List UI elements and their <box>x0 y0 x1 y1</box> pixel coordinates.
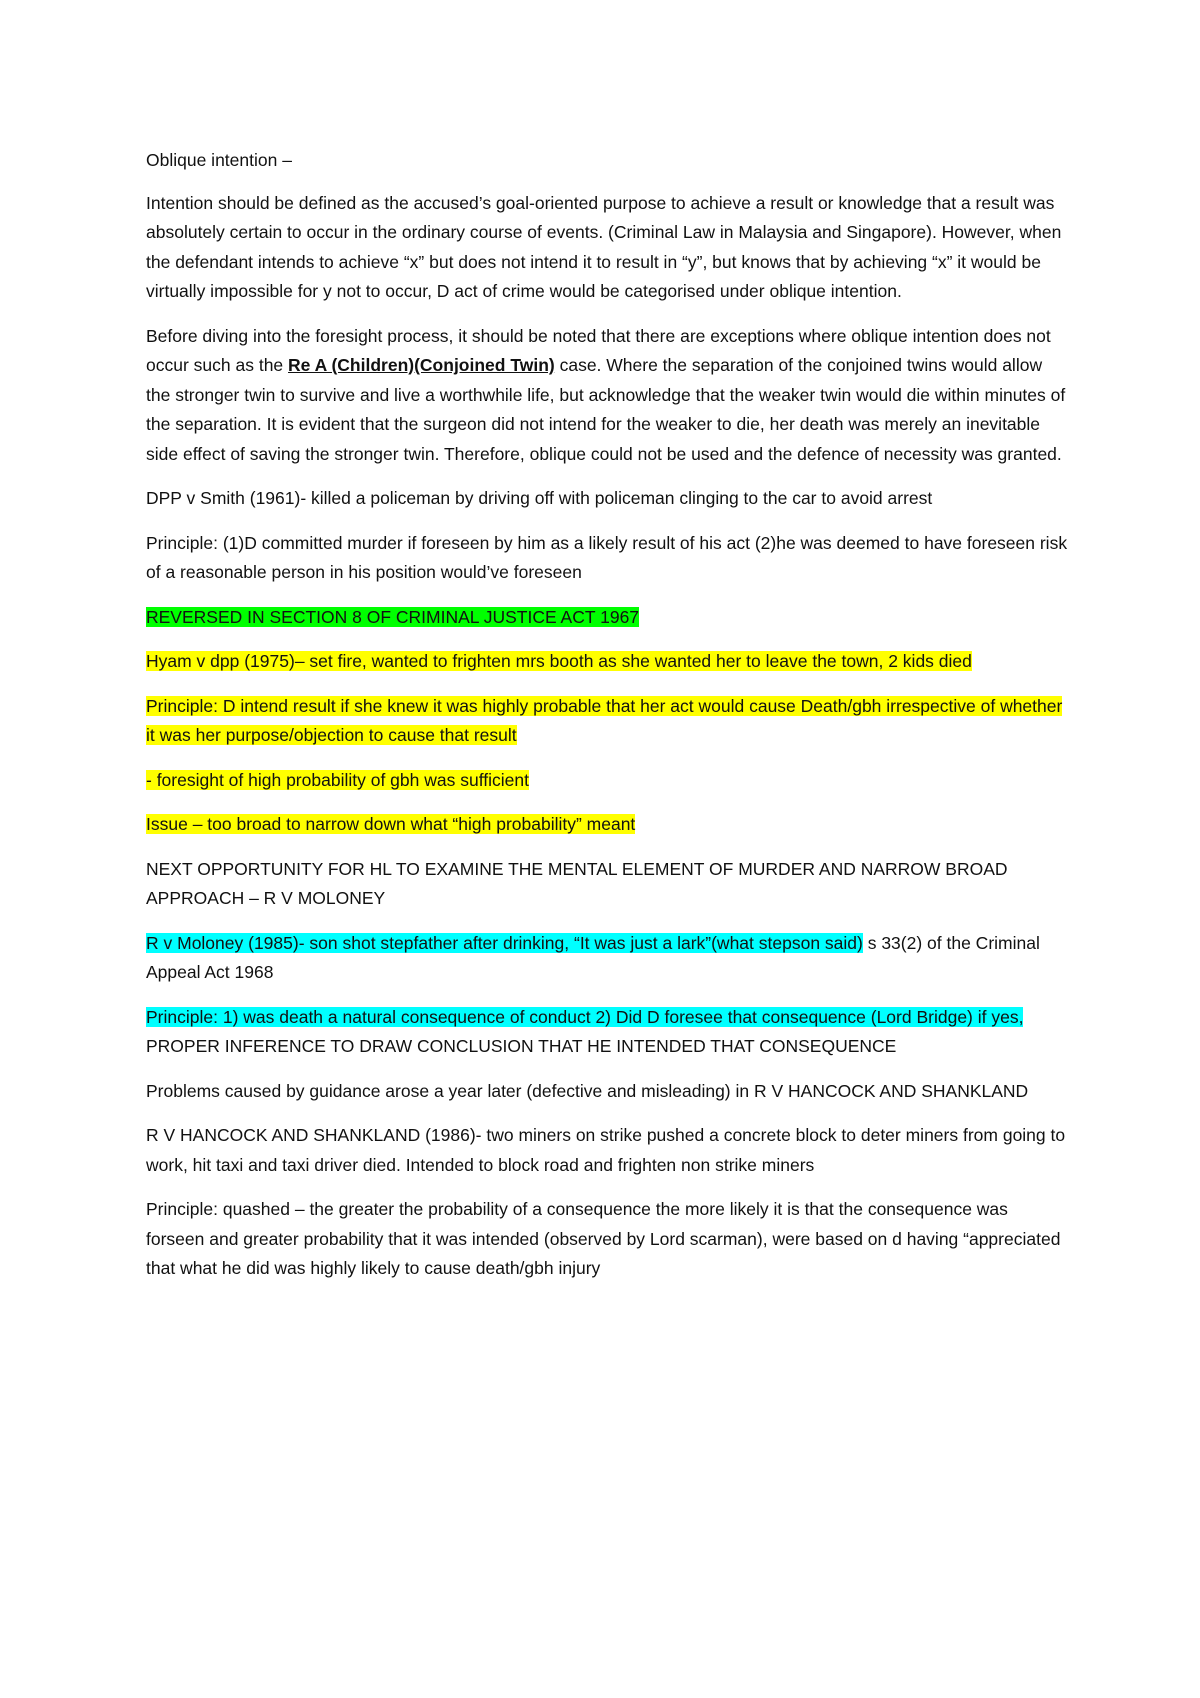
heading-oblique-intention: Oblique intention – <box>146 150 292 170</box>
case-reference-re-a: Re A (Children)(Conjoined Twin) <box>288 355 555 375</box>
paragraph-hancock-principle: Principle: quashed – the greater the probability of a consequence the more likely it is that the consequence was forseen and greater probability that it was intended (observed by Lord scarman), were based on d having “appreciated that what he did was highly likely to cause death/gbh injury <box>146 1199 1061 1278</box>
highlight-cyan-principle: Principle: 1) was death a natural consequence of conduct 2) Did D foresee that consequence (Lord Bridge) if yes, <box>146 1006 1024 1027</box>
paragraph-problems: Problems caused by guidance arose a year later (defective and misleading) in R V HANCOCK AND SHANKLAND <box>146 1080 1029 1101</box>
paragraph-hancock: R V HANCOCK AND SHANKLAND (1986)- two miners on strike pushed a concrete block to deter miners from going to work, hit taxi and taxi driver died. Intended to block road and frighten non strike miners <box>146 1125 1066 1175</box>
highlight-yellow-foresight: - foresight of high probability of gbh was sufficient <box>146 769 529 790</box>
paragraph-exceptions <box>146 322 1070 470</box>
paragraph-next-opportunity: NEXT OPPORTUNITY FOR HL TO EXAMINE THE MENTAL ELEMENT OF MURDER AND NARROW BROAD APPROACH – R V MOLONEY <box>146 858 1008 908</box>
paragraph-hyam <box>146 647 1070 677</box>
paragraph-definition: Intention should be defined as the accused’s goal-oriented purpose to achieve a result or knowledge that a result was absolutely certain to occur in the ordinary course of events. (Criminal Law in Malaysia and Singapore). However, when the defendant intends to achieve “x” but does not intend it to result in “y”, but knows that by achieving “x” it would be virtually impossible for y not to occur, D act of crime would be categorised under oblique intention. <box>146 192 1062 301</box>
paragraph-smith-principle: Principle: (1)D committed murder if foreseen by him as a likely result of his act (2)he was deemed to have foreseen risk of a reasonable person in his position would’ve foreseen <box>146 532 1068 582</box>
highlight-cyan-moloney: R v Moloney (1985)- son shot stepfather after drinking, “It was just a lark”(what stepson said) <box>146 932 863 953</box>
hyam-facts: (1975)– set fire, wanted to frighten mrs booth as she wanted her to leave the town, 2 kids died <box>244 651 972 671</box>
paragraph-moloney-principle <box>146 1003 1070 1062</box>
paragraph-dpp-v-smith: DPP v Smith (1961)- killed a policeman by driving off with policeman clinging to the car to avoid arrest <box>146 488 933 508</box>
highlight-yellow-principle: Principle: D intend result if she knew it was highly probable that her act would cause Death/gbh irrespective of whether it was her purpose/objection to cause that result <box>146 695 1063 745</box>
paragraph-reversed <box>146 603 1070 633</box>
exceptions-text-after: case. Where the separation of the conjoined twins would allow the stronger twin to survive and live a worthwhile life, but acknowledge that the weaker twin would die within minutes of the separation. It is evident that the surgeon did not intend for the weaker to die, her death was merely an inevitable side effect of saving the stronger twin. Therefore, oblique could not be used and the defence of necessity was granted. <box>146 355 1066 464</box>
exceptions-text-before: Before diving into the foresight process, it should be noted that there are exceptions where oblique intention does not occur such as the <box>146 325 1051 375</box>
paragraph-foresight <box>146 766 1070 796</box>
moloney-inference: PROPER INFERENCE TO DRAW CONCLUSION THAT HE INTENDED THAT CONSEQUENCE <box>146 1036 897 1056</box>
paragraph-issue <box>146 810 1070 840</box>
paragraph-moloney <box>146 929 1070 988</box>
highlight-green-reversed: REVERSED IN SECTION 8 OF CRIMINAL JUSTICE ACT 1967 <box>146 606 640 627</box>
hyam-case-name: Hyam v dpp <box>146 651 245 671</box>
highlight-yellow-issue: Issue – too broad to narrow down what “high probability” meant <box>146 814 636 834</box>
paragraph-hyam-principle <box>146 692 1070 751</box>
moloney-statute: s 33(2) of the Criminal Appeal Act 1968 <box>146 932 1040 982</box>
